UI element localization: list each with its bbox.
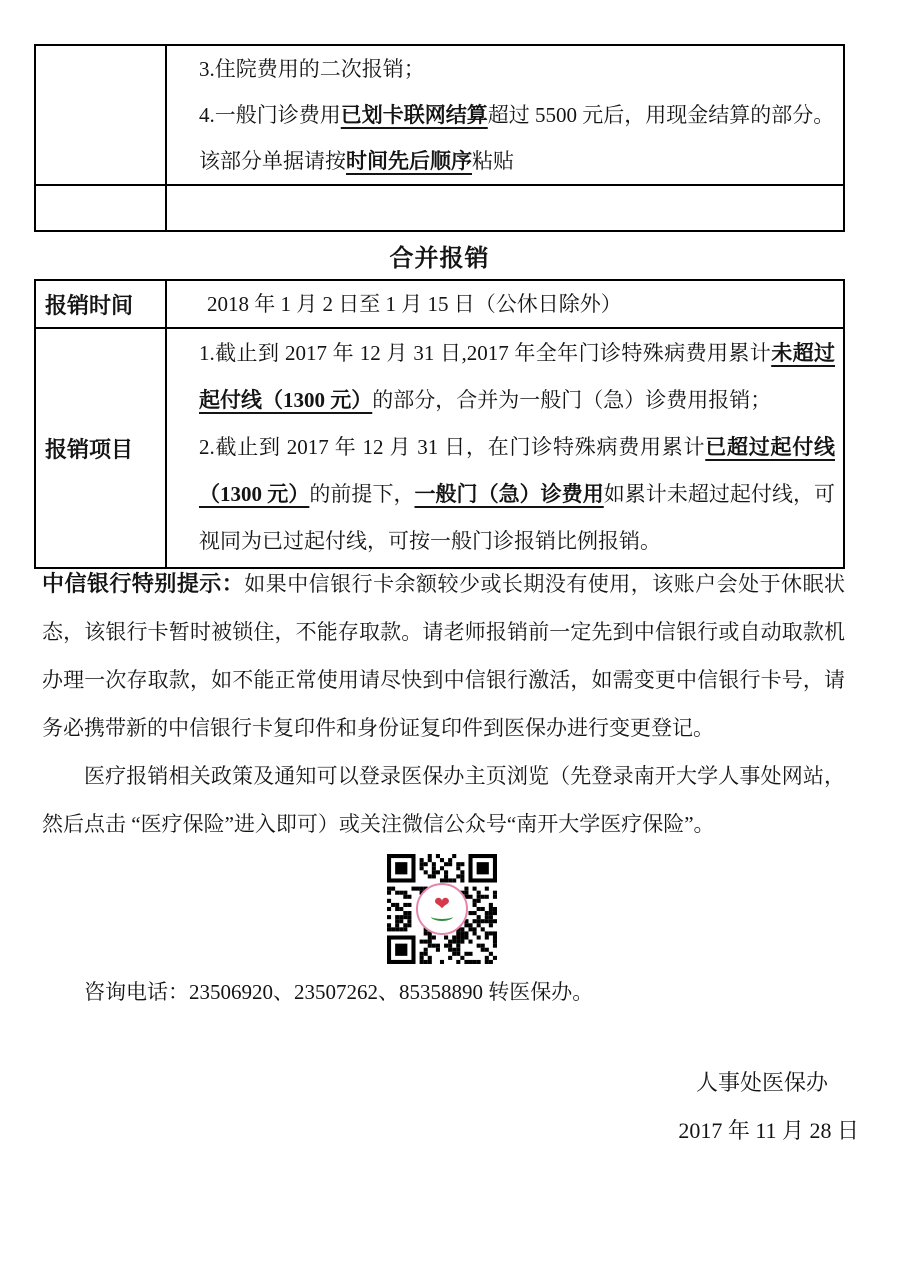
item-4-continuation: 该部分单据请按时间先后顺序粘贴: [199, 149, 514, 173]
table-row: [36, 46, 843, 184]
emphasis-general-outpatient: 一般门（急）诊费用: [414, 482, 604, 506]
empty-label-cell: [36, 46, 167, 184]
heart-icon: ❤: [434, 894, 450, 915]
empty-cell: [167, 186, 843, 230]
prev-items-cell: [167, 46, 843, 184]
time-value-cell: [167, 281, 843, 327]
table-row-items: [36, 327, 843, 567]
emphasis-card-settlement: 已划卡联网结算: [340, 103, 488, 127]
prev-items-table: [34, 44, 845, 232]
table-row-time: [36, 281, 843, 327]
phone-line: 咨询电话：23506920、23507262、85358890 转医保办。: [84, 980, 594, 1004]
signature: 人事处医保办: [695, 1070, 828, 1095]
emphasis-time-order: 时间先后顺序: [346, 149, 472, 173]
emphasis-exceed: 已超过起付线 （1300 元）: [199, 435, 835, 506]
time-value: 2018 年 1 月 2 日至 1 月 15 日（公休日除外）: [207, 292, 622, 316]
items-value-cell: [167, 329, 843, 567]
citic-notice: 中信银行特别提示：如果中信银行卡余额较少或长期没有使用，该账户会处于休眠状态，该银行卡暂时被锁住，不能存取款。请老师报销前一定先到中信银行或自动取款机办理一次存取款，如不能正常使用请尽快到中信银行激活，如需变更中信银行卡号，请务必携带新的中信银行卡复印件和身份证复印件到医保办进行变更登记。: [42, 571, 845, 740]
reimbursement-item-4: 4.一般门诊费用已划卡联网结算超过 5500 元后，用现金结算的部分。: [199, 103, 835, 127]
merge-item-2: 2.截止到 2017 年 12 月 31 日，在门诊特殊病费用累计已超过起付线 （1300 元）的前提下，一般门（急）诊费用如累计未超过起付线，可视同为已过起付线，可按一般门诊报销比例报销。: [199, 435, 836, 553]
qr-code: [387, 854, 497, 964]
time-label-cell: 报销时间: [36, 281, 167, 327]
emphasis-not-exceed: 未超过起付线（1300 元）: [199, 341, 836, 412]
merge-item-1: 1.截止到 2017 年 12 月 31 日,2017 年全年门诊特殊病费用累计未超过起付线（1300 元）的部分，合并为一般门（急）诊费用报销；: [199, 341, 836, 412]
date: 2017 年 11 月 28 日: [678, 1118, 859, 1143]
merge-table: [34, 279, 845, 569]
items-label-cell: 报销项目: [36, 329, 167, 567]
qr-center-logo: [416, 883, 468, 935]
empty-cell: [36, 186, 167, 230]
policy-note: 医疗报销相关政策及通知可以登录医保办主页浏览（先登录南开大学人事处网站，然后点击 “医疗保险”进入即可）或关注微信公众号“南开大学医疗保险”。: [42, 764, 845, 836]
reimbursement-item-3: 3.住院费用的二次报销；: [199, 57, 425, 81]
spacer-row: [36, 184, 843, 230]
section-title: 合并报销: [389, 246, 490, 272]
laurel-icon: [431, 912, 453, 921]
body-text: [42, 560, 845, 848]
citic-notice-lead: 中信银行特别提示：: [42, 571, 245, 596]
